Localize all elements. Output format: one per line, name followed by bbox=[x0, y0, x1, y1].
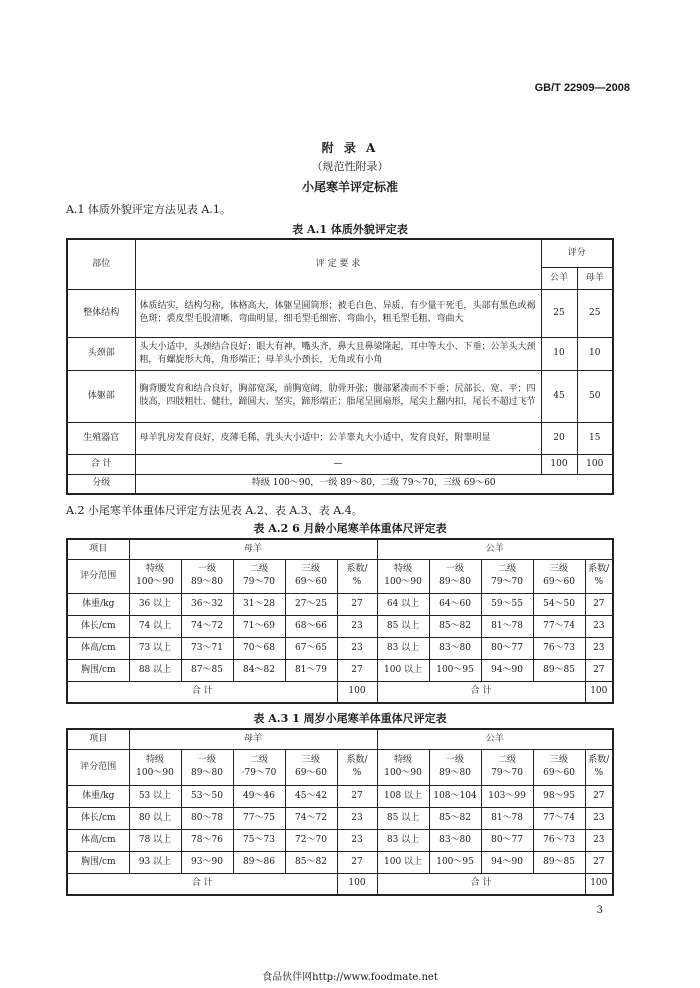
table-row: 胸围/cm 93 以上 93～90 89～86 85～82 27 100 以上 100～95 94～90 89～85 27 bbox=[67, 851, 613, 873]
appendix-title: 小尾寒羊评定标准 bbox=[301, 180, 398, 194]
footer-watermark: 食品伙伴网http://www.foodmate.net bbox=[262, 972, 438, 983]
table-a2-caption: 表 A.2 6 月龄小尾寒羊体重体尺评定表 bbox=[253, 522, 447, 535]
table-a2: 项目 母羊 公羊 评分范围 特级 100～90 一级 89～80 二级 79～70 三级 69～60 系数/ % 特级 100～90 一级 89～80 二级 79～70 三级 69～60 系数/ % 体重/kg 36 以上 36～32 31～28 27～25 27 64 以上 64～60 59～55 54～50 27 体长/cm 74 以上 74～72 71～69 68～66 23 85 以上 85～82 81～78 77～74 23 体高/cm 73 以上 73～71 70～68 67～65 23 83 以上 83～80 80～77 76～73 23 胸围/cm 88 以上 87～85 84～82 81～79 27 100 以上 100～95 94～90 89～85 27 合 计 100 合 计 100 bbox=[66, 538, 614, 704]
page-number: 3 bbox=[596, 905, 603, 916]
table-a3: 项目 母羊 公羊 评分范围 特级 100～90 一级 89～80 二级 ·79～70 三级 69～60 系数/ % 特级 100～90 一级 89～80 二级 79～70 三级 69～60 系数/ % 体重/kg 53 以上 53～50 49～46 45～42 27 108 以上 108～104 103～99 98～95 27 体长/cm 80 以上 80～78 77～75 74～72 23 85 以上 85～82 81～78 77～74 23 体高/cm 78 以上 78～76 75～73 72～70 23 83 以上 83～80 80～77 76～73 23 胸围/cm 93 以上 93～90 89～86 85～82 27 100 以上 100～95 94～90 89～85 27 合 计 100 合 计 100 bbox=[66, 728, 614, 896]
header-ewe: 母羊 bbox=[577, 267, 613, 289]
table-row: 体重/kg 53 以上 53～50 49～46 45～42 27 108 以上 108～104 103～99 98～95 27 bbox=[67, 785, 613, 807]
table-row: 体重/kg 36 以上 36～32 31～28 27～25 27 64 以上 64～60 59～55 54～50 27 bbox=[67, 593, 613, 615]
table-row: 体高/cm 78 以上 78～76 75～73 72～70 23 83 以上 83～80 80～77 76～73 23 bbox=[67, 829, 613, 851]
table-row: 体高/cm 73 以上 73～71 70～68 67～65 23 83 以上 83～80 80～77 76～73 23 bbox=[67, 637, 613, 659]
appendix-label: 附 录 A bbox=[321, 141, 379, 155]
table-row: 体躯部 胸背腰发育和结合良好，胸部宽深，前胸宽阔，肋骨开张；腹部紧凑而不下垂；尻部长、宽、平；四肢高，四肢粗壮、健壮，蹄圆大、坚实，蹄形端正；脂尾呈圆扇形，尾尖上翻内扣，尾长不超过飞节 45 50 bbox=[67, 370, 613, 422]
table-row: 生殖器官 母羊乳房发育良好，皮薄毛稀，乳头大小适中；公羊睾丸大小适中，发育良好，附睾明显 20 15 bbox=[67, 422, 613, 454]
header-part: 部位 bbox=[67, 239, 135, 289]
header-score: 评分 bbox=[541, 239, 613, 267]
section-a2: A.2 小尾寒羊体重体尺评定方法见表 A.2、表 A.3、表 A.4。 bbox=[66, 504, 363, 517]
standard-code: GB/T 22909—2008 bbox=[534, 82, 630, 94]
header-ram: 公羊 bbox=[541, 267, 577, 289]
table-row: 整体结构 体质结实，结构匀称，体格高大，体躯呈圆筒形；被毛白色、异质、有少量干死毛，头部有黑色或褐色斑；裘皮型毛股清晰、弯曲明显，细毛型毛细密、弯曲小，粗毛型毛粗、弯曲大 25 25 bbox=[67, 289, 613, 337]
table-row-grade: 分级 特级 100～90，一级 89～80，二级 79～70，三级 69～60 bbox=[67, 474, 613, 494]
table-a1-caption: 表 A.1 体质外貌评定表 bbox=[292, 223, 408, 236]
table-row: 体长/cm 80 以上 80～78 77～75 74～72 23 85 以上 85～82 81～78 77～74 23 bbox=[67, 807, 613, 829]
table-row: 胸围/cm 88 以上 87～85 84～82 81～79 27 100 以上 100～95 94～90 89～85 27 bbox=[67, 659, 613, 681]
table-row-total: 合 计 — 100 100 bbox=[67, 454, 613, 474]
table-row: 体长/cm 74 以上 74～72 71～69 68～66 23 85 以上 85～82 81～78 77～74 23 bbox=[67, 615, 613, 637]
table-a1 bbox=[66, 238, 614, 495]
table-row-total: 合 计 100 合 计 100 bbox=[67, 873, 613, 895]
table-row-total: 合 计 100 合 计 100 bbox=[67, 681, 613, 703]
table-a3-caption: 表 A.3 1 周岁小尾寒羊体重体尺评定表 bbox=[253, 712, 447, 725]
header-requirement: 评 定 要 求 bbox=[135, 239, 541, 289]
appendix-note: （规范性附录） bbox=[311, 160, 389, 173]
table-row: 头颈部 头大小适中，头颈结合良好；眼大有神，嘴头齐，鼻大且鼻梁隆起，耳中等大小、下垂；公羊头大颈粗，有螺旋形大角，角形端正；母羊头小颈长，无角或有小角 10 10 bbox=[67, 337, 613, 370]
section-a1: A.1 体质外貌评定方法见表 A.1。 bbox=[66, 203, 231, 216]
